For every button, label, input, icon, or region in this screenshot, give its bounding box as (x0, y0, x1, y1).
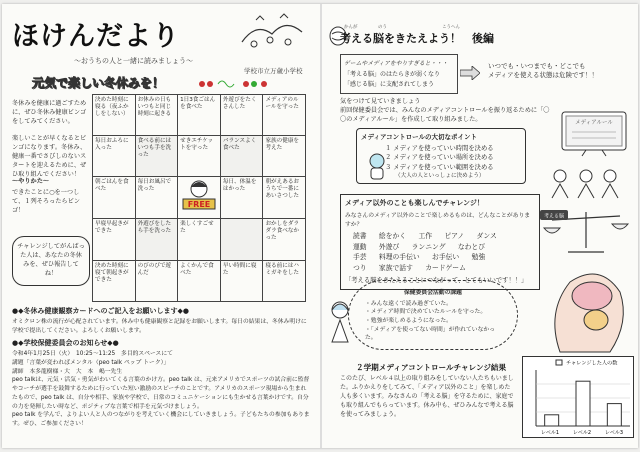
bingo-cell[interactable]: おかしをダラダラ食べなかった (263, 219, 306, 260)
brain-section-header (330, 24, 632, 58)
free-label: FREE (187, 200, 211, 210)
activity-item: カードゲーム (425, 263, 466, 272)
challenge-heading: メディア以外のことも楽しんでチャレンジ！ (345, 199, 484, 207)
danger-note-line-2: メディアを使える状態は危険です！！ (488, 71, 598, 80)
activity-item: お手伝い (432, 253, 460, 262)
child-illustration-icon (366, 152, 388, 180)
notice-committee-closing: peo talk を学んで、よりよい人と人のつながりを考えていく機会にしていきましょう。子どもたちの参加もあります。ぜひ、ご参加ください！ (12, 412, 310, 427)
findings-heading: 保健委員会活動の課題 (404, 290, 462, 296)
bingo-cell[interactable]: 食べる前にはいつも手を洗った (135, 136, 178, 177)
bingo-cell[interactable]: 寝る前にはハミガキをした (263, 260, 306, 301)
x-tick-label: レベル1 (540, 430, 560, 436)
activity-item: 手芸 (353, 253, 367, 262)
bingo-cell[interactable]: 外遊びをしたら手を洗った (135, 219, 178, 260)
how-to-caption: ～やりかた～ (12, 178, 50, 185)
bingo-cell[interactable]: 早寝早起きができた (93, 219, 136, 260)
activity-item: 家族で話す (378, 263, 413, 272)
media-rule-heading: メディアコントロールの大切なポイント (361, 133, 478, 141)
game-warning-line-1: 「考える脳」のはたらきが弱くなり (344, 71, 441, 78)
bingo-cell[interactable]: バランスよく食べた (220, 136, 263, 177)
instructions-intro: 冬休みを健康に過ごすために、ぜひ冬休み健康ビンゴをしてみてください。 (12, 100, 87, 125)
notice-committee-title: ●◆学校保健委員会のお知らせ◆● (12, 339, 119, 348)
activity-item: つり (353, 263, 367, 272)
game-warning-heading: ゲームやメディアをやりすぎると・・・ (344, 61, 448, 67)
danger-note (488, 62, 628, 80)
school-name: 学校市立万歳小学校 (244, 67, 303, 75)
finding-1: ・みんな遠くで読み過ぎていた。 (365, 300, 452, 307)
non-media-challenge-box (340, 194, 540, 290)
bingo-cell[interactable] (220, 219, 263, 260)
activity-item: ランニング (411, 242, 446, 251)
bingo-cell[interactable]: 朝ごはんを食べた (93, 177, 136, 219)
winter-deco-icon (236, 12, 308, 56)
game-warning-box (340, 54, 458, 94)
ruby-kanga: かんが (344, 25, 358, 30)
media-intro: 前回保健委員会では、みんなのメディアコントロールを振り返るために「〇〇のメディアルール」を作成して取り組みました。 (340, 107, 550, 124)
notice-health-card-body: オミクロン株の流行が心配されています。休み中も健康観察と記録をお願いします。毎日の結果は、冬休み明けに学校で提出してください。よろしくお願いします。 (12, 319, 307, 334)
media-rule-3: ３ メディアを使っていい範囲を決める (385, 163, 494, 171)
free-kid-icon (179, 177, 219, 215)
bingo-cell[interactable]: よくかんで食べた (178, 260, 221, 301)
bingo-cell[interactable]: 1日3食ごはんを食べた (178, 95, 221, 136)
activity-item: ダンス (476, 232, 497, 240)
finding-4: ・「メディアを使ってない時間」が作れていなかった。 (365, 326, 495, 342)
bar-2 (576, 381, 590, 426)
game-warning-line-2: 「感じる脳」に支配されてしまう (344, 80, 435, 88)
balance-scale-icon (538, 206, 634, 256)
newsletter-title: ほけんだより (12, 21, 180, 52)
bingo-cell[interactable]: メディアのルールを守った (263, 95, 306, 136)
notice-health-card-title: ●◆冬休み健康観察カードへのご記入をお願いします◆● (12, 307, 189, 315)
how-to-text: できたことに○を一つして、１列そろったらビンゴ！ (12, 188, 80, 214)
bingo-cell[interactable]: 毎日おふろに入った (93, 136, 136, 177)
holly-deco-icon (196, 78, 276, 90)
finding-2: ・メディア時間で決めていたルールを守った。 (365, 309, 487, 316)
x-tick-label: レベル3 (604, 430, 624, 436)
activity-item: 読書 (353, 232, 367, 240)
arrow-right-icon (460, 66, 480, 80)
challenge-result-title: ２学期メディアコントロールチャレンジ結果 (356, 363, 507, 372)
activity-item: 料理の手伝い (378, 253, 420, 262)
bingo-cell[interactable]: 毎日お風呂で洗った (135, 177, 178, 219)
activity-item: 外遊び (378, 242, 400, 251)
bingo-cell[interactable]: のびのびで遊んだ (135, 260, 178, 301)
bingo-cell[interactable]: せきエチケットを守った (178, 136, 221, 177)
health-bingo-grid (92, 94, 306, 302)
activity-item: 工作 (418, 232, 433, 240)
bingo-instructions (12, 100, 92, 277)
notice-committee-speaker: 講師 本多龍樹様・大 大 本 嶋一先生 (12, 368, 123, 375)
challenge-result-chart (522, 356, 634, 438)
notice-committee-theme: 講題「言葉が変わればメンタル（peo talk ペップ トーク）」 (12, 360, 170, 367)
notices-section (12, 306, 310, 429)
newsletter-subtitle: ～おうちの人と一緒に読みましょう～ (74, 57, 193, 65)
bingo-free-cell (178, 177, 221, 219)
media-rule-3-note: （大人の人といっしょに決めよう） (395, 173, 485, 180)
challenge-items (345, 231, 535, 273)
bar-1 (545, 415, 559, 426)
ruby-nou: のう (378, 25, 387, 30)
ruby-kouhen: こうへん (442, 25, 460, 30)
bingo-cell[interactable]: 楽しくすごせた (178, 219, 221, 260)
challenge-subtext: みなさんのメディア以外のことで楽しめるものは、どんなことがありますか？ (345, 213, 531, 228)
activity-item: ピアノ (444, 232, 465, 240)
challenge-footer: 「考える脳をきたえることにつながって、とてもいいです！！」 (345, 277, 528, 285)
bingo-cell[interactable]: 早い時間に寝た (220, 260, 263, 301)
finding-3: ・勉強が楽しめるようになった。 (365, 318, 452, 325)
media-rule-1: １ メディアを使っていい時間を決める (385, 145, 494, 152)
committee-findings-cloud (348, 280, 518, 350)
instructions-detail: 楽しいことが早くなるとビンゴになります。冬休み、健康一番でさびしのないスタートを迎えるために、ぜひ取り組んでください！ (12, 134, 87, 178)
tv-media-rule-label: メディアルール (575, 120, 613, 126)
scale-label: 考える脳 (543, 213, 565, 220)
how-to-play (12, 178, 90, 286)
media-rule-2: ２ メディアを使っていい場所を決める (385, 154, 494, 162)
activity-item: なわとび (457, 242, 486, 251)
head-brain-icon (540, 262, 632, 358)
bar-3 (607, 404, 621, 426)
bingo-cell[interactable]: 毎日、体温をはかった (220, 177, 263, 219)
kids-playing-icon (546, 166, 626, 200)
bingo-cell[interactable]: お休みの日もいつもと同じ時刻に起きる (135, 95, 178, 136)
legend-swatch (556, 360, 562, 365)
report-bubble: チャレンジしてがんばった人は、あなたの冬休みを、ぜひ報告してね！ (12, 236, 90, 286)
challenge-result-body: このたび、レベル４以上の取り組みをしていない人たちもいました。ふりかえりをしてみて、「メディア以外のこと」を楽しめた人も多くいます。みなさんの「考える脳」を守るために、家庭でも取り組んでもらっています。休み中も、ぜひみんなで考える脳を使ってみましょう。 (340, 375, 514, 418)
winter-slogan: 元気で楽しい冬休みを！ (32, 76, 165, 90)
activity-item: 勉強 (471, 253, 486, 262)
brain-section-title: 考える脳をきたえよう！ 後編 (340, 32, 494, 45)
newsletter-paper (2, 4, 638, 448)
activity-item: 運動 (353, 242, 367, 251)
activity-item: 絵をかく (378, 232, 407, 240)
tv-media-rule-icon (558, 108, 630, 158)
bingo-cell[interactable]: 家族の健康を考えた (263, 136, 306, 177)
notice-committee-body: peo talkは、元気・活気・勇気がわいてくる言葉のかけ方。peo talk は、元来アメリカでスポーツの試合前に監督やコーチが選手を鼓舞するために行っていた短い激励のスピーチのことです。アメリカのスポーツ現場から生まれたもので、peo talk は、自分や相手、家族や学校で、日常のコミュニケーションにも生かせる言葉かけです。自分の力を発揮したい時など、ポジティブな言葉で相手を元気づけましょう。 (12, 377, 310, 410)
x-tick-label: レベル2 (572, 430, 592, 436)
bingo-cell[interactable]: 外遊びをたくさんした (220, 95, 263, 136)
page-fold (320, 4, 322, 448)
girl-illustration-icon (326, 300, 354, 344)
chart-title: チャレンジした人の数 (566, 360, 618, 367)
right-page (326, 10, 634, 442)
left-page (10, 10, 312, 442)
bingo-cell[interactable]: 決めた時刻に寝て朝起きができた (93, 260, 136, 301)
danger-note-line-1: いつでも・いつまでも・どこでも (488, 62, 586, 70)
watch-note: 気をつけて見ていきましょう (340, 98, 421, 105)
notice-committee-date: 令和4年1月25日（火） 10:25～11:25 多目的スペースにて (12, 351, 173, 358)
bingo-cell[interactable]: 決めた時刻に寝る（夜ふかしをしない） (93, 95, 136, 136)
bingo-cell[interactable]: 朝がえあるおうちで一番にあいさつした (263, 177, 306, 219)
